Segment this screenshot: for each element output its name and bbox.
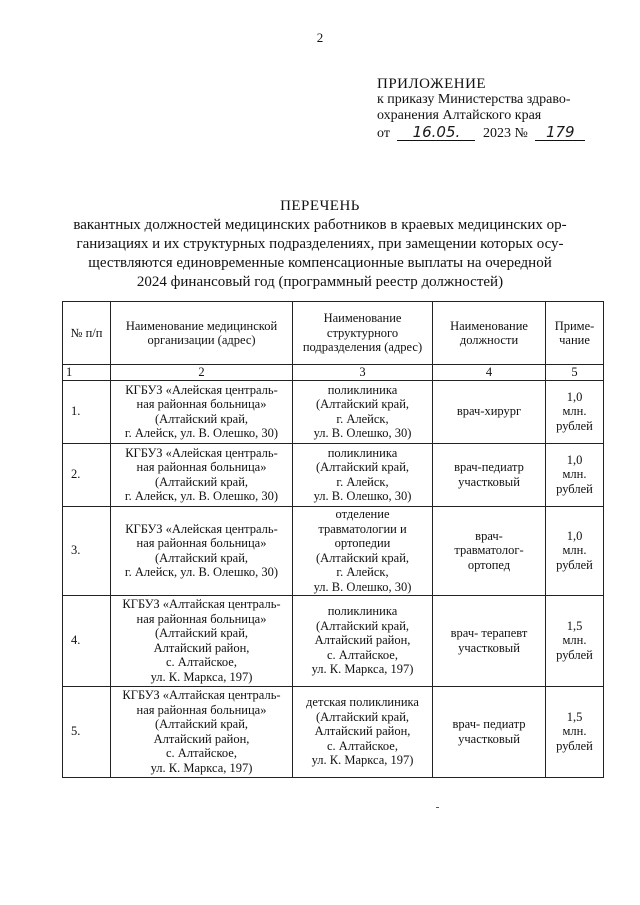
cell-note: 1,0 млн. рублей: [546, 506, 604, 595]
cell-note: 1,5 млн. рублей: [546, 686, 604, 777]
col-number: 3: [293, 365, 433, 381]
handwritten-order-number: 179: [535, 124, 585, 141]
cell-org: КГБУЗ «Алтайская централь- ная районная больница» (Алтайский край, Алтайский район, с. Алтайское, ул. К. Маркса, 197): [111, 595, 293, 686]
col-number: 1: [63, 365, 111, 381]
cell-position: врач-педиатр участковый: [433, 443, 546, 506]
handwritten-date: 16.05.: [397, 124, 475, 141]
cell-org: КГБУЗ «Алтайская централь- ная районная больница» (Алтайский край, Алтайский район, с. Алтайское, ул. К. Маркса, 197): [111, 686, 293, 777]
heading-line-1: вакантных должностей медицинских работников в краевых медицинских ор-: [73, 217, 567, 233]
scan-speck: [436, 807, 439, 808]
table-row: [63, 380, 604, 443]
header-dept: Наименование структурного подразделения (адрес): [293, 302, 433, 365]
heading-line-4: 2024 финансовый год (программный реестр должностей): [136, 274, 504, 290]
cell-dept: поликлиника (Алтайский край, г. Алейск, ул. В. Олешко, 30): [293, 380, 433, 443]
heading-line-3: ществляются единовременные компенсационные выплаты на очередной: [88, 255, 552, 271]
from-label: от: [377, 126, 390, 141]
cell-position: врач- терапевт участковый: [433, 595, 546, 686]
appendix-line-1: к приказу Министерства здраво-: [377, 92, 571, 107]
cell-org: КГБУЗ «Алейская централь- ная районная больница» (Алтайский край, г. Алейск, ул. В. Олешко, 30): [111, 443, 293, 506]
vacancies-table: [62, 301, 604, 778]
column-number-row: [63, 365, 604, 381]
table-header-row: [63, 302, 604, 365]
table-row: [63, 686, 604, 777]
col-number: 5: [546, 365, 604, 381]
col-number: 4: [433, 365, 546, 381]
table-row: [63, 595, 604, 686]
cell-position: врач- педиатр участковый: [433, 686, 546, 777]
header-num: № п/п: [63, 302, 111, 365]
appendix-block: [377, 76, 585, 142]
header-note: Приме- чание: [546, 302, 604, 365]
order-date-line: [377, 124, 585, 142]
document-title: ПЕРЕЧЕНЬ: [280, 198, 360, 214]
heading-line-2: ганизациях и их структурных подразделениях, при замещении которых осу-: [76, 236, 564, 252]
year-label: 2023 №: [482, 126, 528, 141]
page-number: 2: [316, 30, 324, 45]
cell-note: 1,5 млн. рублей: [546, 595, 604, 686]
table-row: [63, 443, 604, 506]
cell-num: 1.: [63, 380, 111, 443]
cell-position: врач- травматолог- ортопед: [433, 506, 546, 595]
cell-org: КГБУЗ «Алейская централь- ная районная больница» (Алтайский край, г. Алейск, ул. В. Олешко, 30): [111, 380, 293, 443]
col-number: 2: [111, 365, 293, 381]
cell-num: 4.: [63, 595, 111, 686]
cell-note: 1,0 млн. рублей: [546, 443, 604, 506]
header-org: Наименование медицинской организации (адрес): [111, 302, 293, 365]
cell-org: КГБУЗ «Алейская централь- ная районная больница» (Алтайский край, г. Алейск, ул. В. Олешко, 30): [111, 506, 293, 595]
appendix-line-2: охранения Алтайского края: [377, 108, 542, 123]
cell-dept: отделение травматологии и ортопедии (Алтайский край, г. Алейск, ул. В. Олешко, 30): [293, 506, 433, 595]
cell-num: 5.: [63, 686, 111, 777]
cell-position: врач-хирург: [433, 380, 546, 443]
document-heading: [60, 197, 580, 292]
header-position: Наименование должности: [433, 302, 546, 365]
cell-num: 2.: [63, 443, 111, 506]
cell-dept: поликлиника (Алтайский край, Алтайский район, с. Алтайское, ул. К. Маркса, 197): [293, 595, 433, 686]
appendix-title: ПРИЛОЖЕНИЕ: [377, 76, 487, 92]
cell-num: 3.: [63, 506, 111, 595]
table-row: [63, 506, 604, 595]
cell-dept: поликлиника (Алтайский край, г. Алейск, ул. В. Олешко, 30): [293, 443, 433, 506]
cell-dept: детская поликлиника (Алтайский край, Алтайский район, с. Алтайское, ул. К. Маркса, 197): [293, 686, 433, 777]
cell-note: 1,0 млн. рублей: [546, 380, 604, 443]
